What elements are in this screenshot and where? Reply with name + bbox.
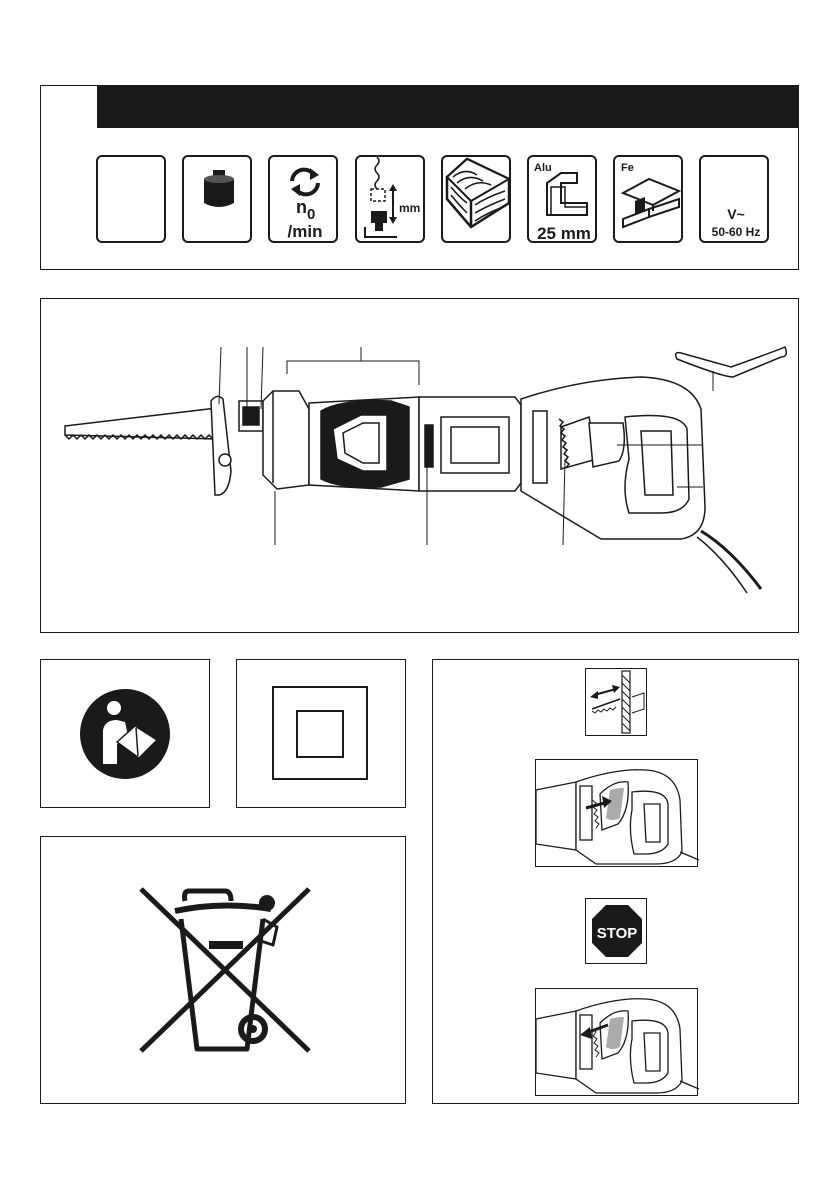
weight-icon — [182, 155, 252, 243]
fe-label: Fe — [621, 162, 634, 174]
reciprocating-saw-icon — [41, 299, 800, 634]
speed-icon — [268, 155, 338, 243]
frequency-label: 50-60 Hz — [711, 225, 761, 239]
stroke-unit-label: mm — [399, 201, 421, 215]
crossed-bin-icon — [41, 837, 407, 1105]
steel-cut-icon — [613, 155, 683, 243]
voltage-icon — [699, 155, 769, 243]
alu-label: Alu — [534, 162, 552, 174]
stop-sign-icon — [586, 899, 648, 965]
header-bar — [97, 86, 798, 128]
alu-thickness-label: 25 mm — [537, 224, 591, 243]
plunge-cut-figure — [585, 668, 647, 736]
operation-panel — [432, 659, 799, 1104]
stop-label: STOP — [596, 925, 638, 942]
read-manual-icon — [41, 660, 211, 809]
disposal-panel — [40, 836, 406, 1104]
trigger-press-figure — [535, 759, 698, 867]
speed-sub-label: 0 — [307, 206, 316, 223]
saw-overview-panel — [40, 298, 799, 633]
double-arrow-icon — [586, 669, 648, 737]
double-insulation-panel — [236, 659, 406, 808]
read-manual-panel — [40, 659, 210, 808]
aluminium-cut-icon — [527, 155, 597, 243]
wood-cut-icon — [441, 155, 511, 243]
trigger-release-figure — [535, 988, 698, 1096]
stop-sign-frame — [585, 898, 647, 964]
speed-n-label: n — [296, 197, 307, 217]
stroke-icon — [355, 155, 425, 243]
voltage-label: V~ — [727, 206, 745, 222]
speed-unit-label: /min — [287, 222, 323, 241]
model-icon — [96, 155, 166, 243]
double-insulation-icon — [272, 686, 368, 780]
